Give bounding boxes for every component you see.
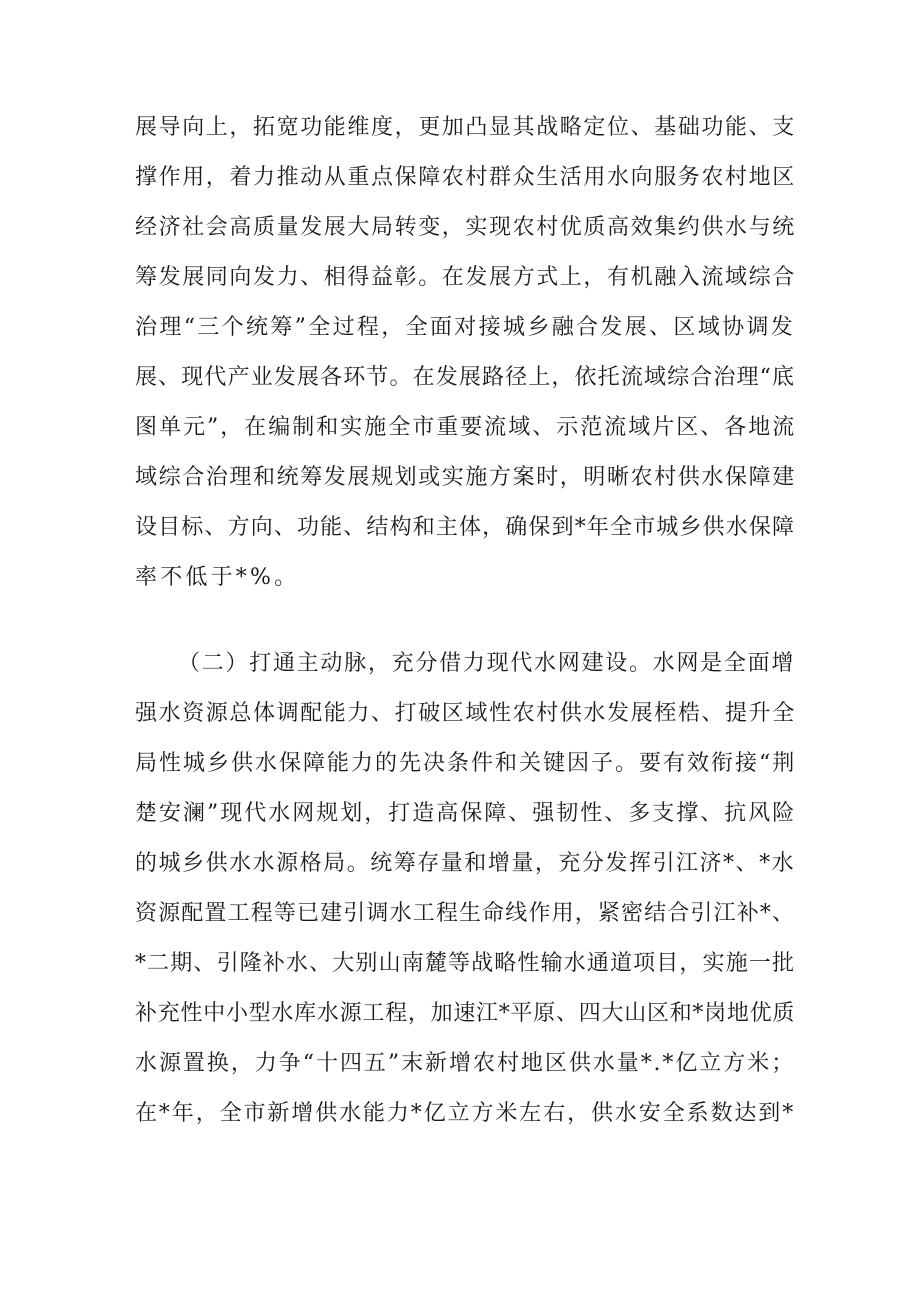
paragraph-line: 补充性中小型水库水源工程，加速江*平原、四大山区和*岗地优质: [135, 1001, 795, 1026]
paragraph-line: 筹发展同向发力、相得益彰。在发展方式上，有机融入流域综合: [135, 265, 796, 290]
paragraph-line: 水源置换，力争“十四五”末新增农村地区供水量*.*亿立方米；: [135, 1051, 795, 1076]
paragraph-heading-line: （二）打通主动脉，充分借力现代水网建设。水网是全面增: [178, 651, 795, 676]
paragraph-line: 域综合治理和统筹发展规划或实施方案时，明晰农村供水保障建: [135, 465, 796, 490]
paragraph-line: 展、现代产业发展各环节。在发展路径上，依托流域综合治理“底: [135, 365, 795, 390]
paragraph-line: 率不低于*%。: [135, 565, 300, 590]
paragraph-line: 展导向上，拓宽功能维度，更加凸显其战略定位、基础功能、支: [135, 115, 796, 140]
paragraph-line: 的城乡供水水源格局。统筹存量和增量，充分发挥引江济*、*水: [135, 851, 795, 876]
paragraph-line: 治理“三个统筹”全过程，全面对接城乡融合发展、区域协调发: [135, 315, 795, 340]
paragraph-line: 撑作用，着力推动从重点保障农村群众生活用水向服务农村地区: [135, 165, 796, 190]
paragraph-line: 设目标、方向、功能、结构和主体，确保到*年全市城乡供水保障: [135, 515, 795, 540]
paragraph-line: 在*年，全市新增供水能力*亿立方米左右，供水安全系数达到*: [135, 1101, 795, 1126]
paragraph-line: 资源配置工程等已建引调水工程生命线作用，紧密结合引江补*、: [135, 901, 795, 926]
paragraph-line: 强水资源总体调配能力、打破区域性农村供水发展桎梏、提升全: [135, 701, 796, 726]
paragraph-line: 图单元”，在编制和实施全市重要流域、示范流域片区、各地流: [135, 415, 797, 440]
paragraph-line: 局性城乡供水保障能力的先决条件和关键因子。要有效衔接“荆: [135, 751, 797, 776]
paragraph-line: 经济社会高质量发展大局转变，实现农村优质高效集约供水与统: [135, 215, 796, 240]
paragraph-line: 楚安澜”现代水网规划，打造高保障、强韧性、多支撑、抗风险: [135, 801, 797, 826]
paragraph-line: *二期、引隆补水、大别山南麓等战略性输水通道项目，实施一批: [135, 951, 795, 976]
